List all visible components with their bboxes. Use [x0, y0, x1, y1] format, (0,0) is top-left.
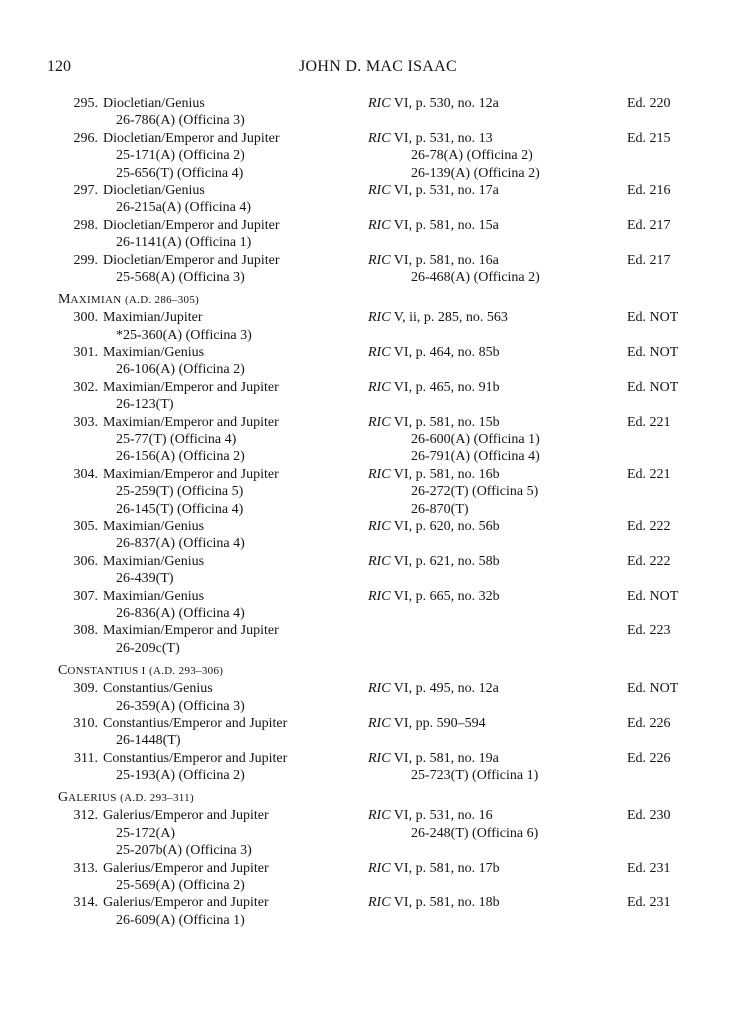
specimen-line: 26-609(A) (Officina 1) [116, 912, 245, 928]
ric-abbrev: RIC [368, 217, 391, 233]
ric-abbrev: RIC [368, 182, 391, 198]
entry-description: Galerius/Emperor and Jupiter [103, 808, 269, 824]
catalogue-entry [0, 680, 756, 715]
entry-description: Galerius/Emperor and Jupiter [103, 895, 269, 911]
entry-row [0, 640, 756, 657]
entry-row [0, 361, 756, 378]
entry-number: 296. [73, 130, 98, 146]
entry-row [0, 750, 756, 767]
catalogue-entry [0, 95, 756, 130]
entry-row [0, 698, 756, 715]
edition-number: Ed. 215 [627, 130, 671, 146]
specimen-line: 26-145(T) (Officina 4) [116, 501, 244, 517]
specimen-line: 26-1448(T) [116, 733, 181, 749]
specimen-line: 25-207b(A) (Officina 3) [116, 843, 252, 859]
catalogue-entry [0, 309, 756, 344]
section-dates: (A.D. 293–311) [120, 792, 194, 805]
ric-citation: VI, p. 464, no. 85b [390, 345, 500, 361]
edition-number: Ed. 221 [627, 414, 671, 430]
ric-reference [368, 715, 486, 732]
edition-number: Ed. 231 [627, 895, 671, 911]
section-name-rest: AXIMIAN [70, 294, 122, 307]
entry-row [0, 894, 756, 911]
catalogue-entry [0, 588, 756, 623]
entry-number: 308. [73, 623, 98, 639]
ric-reference [368, 680, 499, 697]
entry-row [0, 466, 756, 483]
entry-row [0, 860, 756, 877]
entry-number: 307. [73, 588, 98, 604]
specimen-line-right: 26-468(A) (Officina 2) [411, 269, 540, 285]
entry-row [0, 842, 756, 859]
edition-number: Ed. NOT [627, 345, 679, 361]
ric-reference [368, 588, 500, 605]
section-name-initial: G [58, 790, 69, 806]
ric-abbrev: RIC [368, 252, 391, 268]
catalogue-entry [0, 466, 756, 518]
specimen-line: 26-156(A) (Officina 2) [116, 449, 245, 465]
ric-abbrev: RIC [368, 345, 391, 361]
ric-citation: VI, p. 581, no. 16a [390, 252, 499, 268]
specimen-line: 25-171(A) (Officina 2) [116, 148, 245, 164]
page-number: 120 [47, 58, 71, 75]
specimen-line-right: 26-870(T) [411, 501, 469, 517]
specimen-line: 25-77(T) (Officina 4) [116, 432, 237, 448]
page-header [0, 58, 756, 78]
ric-reference [368, 309, 508, 326]
ric-citation: VI, p. 531, no. 13 [390, 130, 493, 146]
edition-number: Ed. 221 [627, 466, 671, 482]
edition-number: Ed. NOT [627, 588, 679, 604]
entry-description: Constantius/Genius [103, 681, 213, 697]
catalogue-entry [0, 130, 756, 182]
section-name-rest: ONSTANTIUS I [67, 665, 146, 678]
specimen-line: 26-439(T) [116, 571, 174, 587]
ric-reference [368, 379, 500, 396]
catalogue-entry [0, 518, 756, 553]
specimen-line: 26-786(A) (Officina 3) [116, 113, 245, 129]
ric-reference [368, 518, 500, 535]
edition-number: Ed. 231 [627, 860, 671, 876]
section-name-rest: ALERIUS [68, 792, 117, 805]
entry-number: 306. [73, 553, 98, 569]
entry-row [0, 807, 756, 824]
ric-abbrev: RIC [368, 715, 391, 731]
entry-number: 310. [73, 715, 98, 731]
specimen-line: 25-569(A) (Officina 2) [116, 878, 245, 894]
catalogue-entry [0, 553, 756, 588]
entry-description: Maximian/Emperor and Jupiter [103, 414, 279, 430]
entry-row [0, 269, 756, 286]
entry-row [0, 680, 756, 697]
entry-row [0, 130, 756, 147]
specimen-line: 26-836(A) (Officina 4) [116, 605, 245, 621]
ric-reference [368, 95, 499, 112]
ric-reference [368, 807, 493, 824]
entry-row [0, 379, 756, 396]
entry-number: 302. [73, 379, 98, 395]
ric-abbrev: RIC [368, 518, 391, 534]
entry-description: Constantius/Emperor and Jupiter [103, 715, 288, 731]
ric-reference [368, 750, 499, 767]
ric-reference [368, 414, 500, 431]
catalogue-entry [0, 750, 756, 785]
ric-citation: VI, p. 665, no. 32b [390, 588, 500, 604]
ric-abbrev: RIC [368, 681, 391, 697]
ric-abbrev: RIC [368, 895, 391, 911]
ric-abbrev: RIC [368, 310, 391, 326]
edition-number: Ed. 220 [627, 96, 671, 111]
ric-citation: VI, p. 581, no. 17b [390, 860, 500, 876]
catalogue-entry [0, 344, 756, 379]
entry-description: Maximian/Emperor and Jupiter [103, 466, 279, 482]
entry-row [0, 912, 756, 929]
entry-description: Constantius/Emperor and Jupiter [103, 750, 288, 766]
specimen-line: 25-656(T) (Officina 4) [116, 165, 244, 181]
ric-citation: V, ii, p. 285, no. 563 [390, 310, 508, 326]
ric-reference [368, 252, 499, 269]
entry-row [0, 877, 756, 894]
entry-number: 295. [73, 96, 98, 111]
specimen-line: 26-837(A) (Officina 4) [116, 536, 245, 552]
specimen-line-right: 26-600(A) (Officina 1) [411, 432, 540, 448]
specimen-line: 26-106(A) (Officina 2) [116, 362, 245, 378]
entry-number: 298. [73, 217, 98, 233]
entry-row [0, 327, 756, 344]
entry-description: Diocletian/Genius [103, 182, 205, 198]
edition-number: Ed. NOT [627, 310, 679, 326]
entry-number: 297. [73, 182, 98, 198]
specimen-line-right: 26-139(A) (Officina 2) [411, 165, 540, 181]
specimen-line: *25-360(A) (Officina 3) [116, 327, 252, 343]
ric-abbrev: RIC [368, 466, 391, 482]
entry-row [0, 501, 756, 518]
entry-description: Diocletian/Emperor and Jupiter [103, 217, 280, 233]
section-name-initial: M [58, 292, 71, 308]
entry-description: Maximian/Genius [103, 588, 205, 604]
entry-number: 311. [74, 750, 98, 766]
entry-description: Maximian/Genius [103, 553, 205, 569]
entry-row [0, 553, 756, 570]
edition-number: Ed. 217 [627, 217, 671, 233]
entry-row [0, 199, 756, 216]
entry-row [0, 344, 756, 361]
section-heading [0, 788, 756, 807]
ric-citation: VI, p. 530, no. 12a [390, 96, 499, 111]
ric-abbrev: RIC [368, 96, 391, 111]
entry-number: 301. [73, 345, 98, 361]
specimen-line-right: 25-723(T) (Officina 1) [411, 768, 539, 784]
entry-row [0, 396, 756, 413]
specimen-line: 26-1141(A) (Officina 1) [116, 235, 252, 251]
specimen-line-right: 26-248(T) (Officina 6) [411, 825, 539, 841]
ric-abbrev: RIC [368, 588, 391, 604]
entry-row [0, 95, 756, 112]
ric-abbrev: RIC [368, 808, 391, 824]
ric-reference [368, 217, 499, 234]
specimen-line: 25-568(A) (Officina 3) [116, 269, 245, 285]
entry-row [0, 767, 756, 784]
entry-row [0, 605, 756, 622]
entry-row [0, 483, 756, 500]
ric-reference [368, 130, 493, 147]
section-heading [0, 661, 756, 680]
section-name-initial: C [58, 663, 68, 679]
entry-description: Maximian/Genius [103, 518, 205, 534]
entry-number: 299. [73, 252, 98, 268]
entry-number: 300. [73, 310, 98, 326]
entry-row [0, 518, 756, 535]
specimen-line: 25-172(A) [116, 825, 176, 841]
ric-abbrev: RIC [368, 379, 391, 395]
specimen-line-right: 26-791(A) (Officina 4) [411, 449, 540, 465]
entry-row [0, 165, 756, 182]
entry-row [0, 431, 756, 448]
specimen-line: 25-259(T) (Officina 5) [116, 484, 244, 500]
entry-description: Diocletian/Emperor and Jupiter [103, 130, 280, 146]
entry-row [0, 217, 756, 234]
section-dates: (A.D. 293–306) [149, 665, 224, 678]
edition-number: Ed. 223 [627, 623, 671, 639]
edition-number: Ed. 226 [627, 715, 671, 731]
ric-citation: VI, p. 581, no. 15b [390, 414, 500, 430]
ric-abbrev: RIC [368, 130, 391, 146]
entry-row [0, 309, 756, 326]
specimen-line: 25-193(A) (Officina 2) [116, 768, 245, 784]
ric-abbrev: RIC [368, 750, 391, 766]
edition-number: Ed. NOT [627, 681, 679, 697]
catalogue-entry [0, 252, 756, 287]
specimen-line: 26-215a(A) (Officina 4) [116, 200, 252, 216]
ric-citation: VI, p. 531, no. 17a [390, 182, 499, 198]
edition-number: Ed. 226 [627, 750, 671, 766]
edition-number: Ed. 222 [627, 518, 671, 534]
entry-row [0, 715, 756, 732]
entry-row [0, 112, 756, 129]
entry-row [0, 414, 756, 431]
entry-row [0, 234, 756, 251]
catalogue-entry [0, 414, 756, 466]
ric-citation: VI, p. 531, no. 16 [390, 808, 493, 824]
catalogue-entry [0, 860, 756, 895]
ric-reference [368, 553, 500, 570]
edition-number: Ed. NOT [627, 379, 679, 395]
entry-description: Maximian/Jupiter [103, 310, 203, 326]
specimen-line-right: 26-272(T) (Officina 5) [411, 484, 539, 500]
edition-number: Ed. 217 [627, 252, 671, 268]
ric-reference [368, 182, 499, 199]
ric-citation: VI, p. 581, no. 16b [390, 466, 500, 482]
catalogue-entry [0, 807, 756, 859]
entry-row [0, 570, 756, 587]
ric-citation: VI, p. 581, no. 15a [390, 217, 499, 233]
running-head: JOHN D. MAC ISAAC [298, 58, 457, 75]
ric-citation: VI, p. 465, no. 91b [390, 379, 500, 395]
catalogue-entry [0, 217, 756, 252]
catalogue-entry [0, 894, 756, 929]
entry-row [0, 622, 756, 639]
ric-citation: VI, p. 581, no. 18b [390, 895, 500, 911]
ric-citation: VI, p. 621, no. 58b [390, 553, 500, 569]
catalogue-entry [0, 715, 756, 750]
entry-description: Diocletian/Genius [103, 96, 205, 111]
catalogue-list [0, 95, 756, 929]
ric-reference [368, 344, 500, 361]
entry-description: Maximian/Genius [103, 345, 205, 361]
entry-row [0, 147, 756, 164]
ric-citation: VI, p. 620, no. 56b [390, 518, 500, 534]
catalogue-entry [0, 182, 756, 217]
catalogue-entry [0, 379, 756, 414]
entry-description: Maximian/Emperor and Jupiter [103, 379, 279, 395]
entry-number: 304. [73, 466, 98, 482]
section-heading [0, 290, 756, 309]
catalogue-entry [0, 622, 756, 657]
edition-number: Ed. 222 [627, 553, 671, 569]
entry-row [0, 588, 756, 605]
entry-row [0, 732, 756, 749]
entry-number: 303. [73, 414, 98, 430]
edition-number: Ed. 216 [627, 182, 671, 198]
ric-abbrev: RIC [368, 860, 391, 876]
specimen-line: 26-209c(T) [116, 640, 180, 656]
entry-row [0, 448, 756, 465]
ric-citation: VI, p. 581, no. 19a [390, 750, 499, 766]
edition-number: Ed. 230 [627, 808, 671, 824]
entry-row [0, 252, 756, 269]
specimen-line: 26-123(T) [116, 397, 174, 413]
entry-row [0, 182, 756, 199]
ric-citation: VI, pp. 590–594 [390, 715, 486, 731]
entry-description: Galerius/Emperor and Jupiter [103, 860, 269, 876]
entry-number: 314. [73, 895, 98, 911]
ric-reference [368, 894, 500, 911]
entry-description: Maximian/Emperor and Jupiter [103, 623, 279, 639]
entry-number: 305. [73, 518, 98, 534]
entry-number: 312. [73, 808, 98, 824]
ric-abbrev: RIC [368, 553, 391, 569]
ric-reference [368, 466, 500, 483]
specimen-line-right: 26-78(A) (Officina 2) [411, 148, 533, 164]
entry-number: 313. [73, 860, 98, 876]
ric-citation: VI, p. 495, no. 12a [390, 681, 499, 697]
entry-row [0, 535, 756, 552]
entry-row [0, 825, 756, 842]
entry-number: 309. [73, 681, 98, 697]
ric-reference [368, 860, 500, 877]
section-dates: (A.D. 286–305) [124, 294, 200, 307]
specimen-line: 26-359(A) (Officina 3) [116, 698, 245, 714]
ric-abbrev: RIC [368, 414, 391, 430]
entry-description: Diocletian/Emperor and Jupiter [103, 252, 280, 268]
